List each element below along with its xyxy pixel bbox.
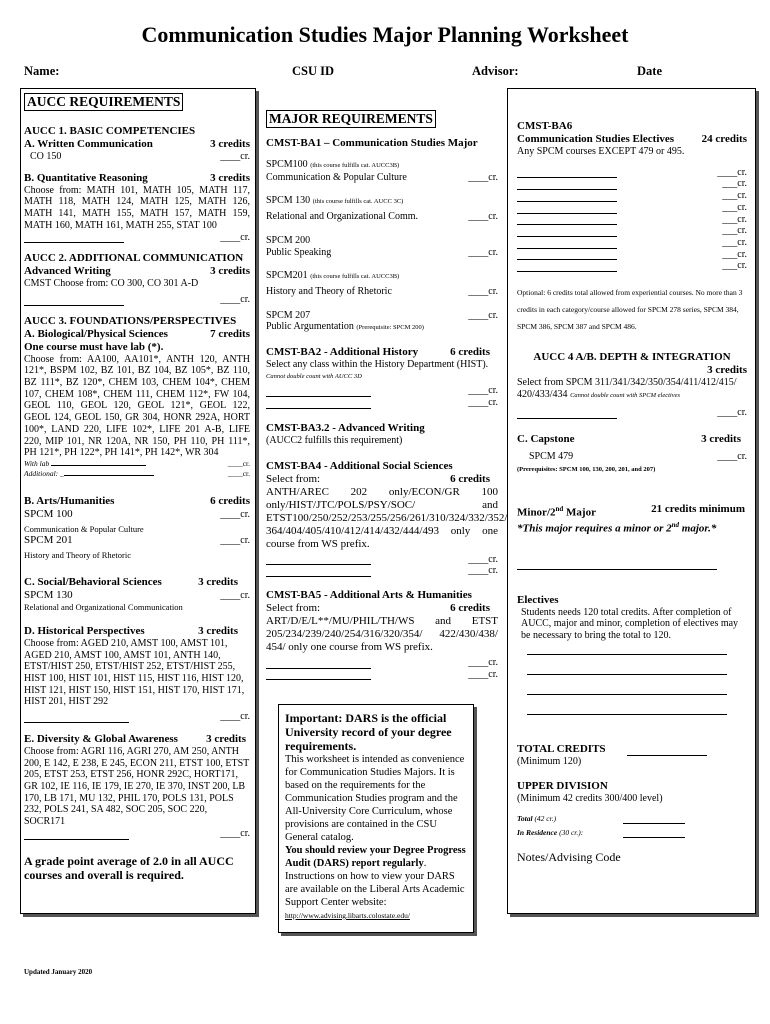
optional-note: Optional: 6 credits total allowed from experiential courses. No more than 3 credits in each category/course allowed for SPCM 278 series, SPCM 384, SPCM 386, SPCM 387 and SPCM 486.	[517, 288, 743, 332]
date-label: Date	[637, 64, 662, 78]
electives-lines	[517, 167, 747, 272]
aw-blank[interactable]	[24, 294, 124, 306]
wc-cr[interactable]: ____cr.	[220, 151, 250, 162]
residence-blank[interactable]	[623, 828, 685, 838]
c3-name: Public Speaking	[266, 246, 332, 258]
ba5-blank-1[interactable]	[266, 657, 371, 669]
total-credits-min: (Minimum 120)	[517, 756, 582, 768]
c5-name: Public Argumentation	[266, 321, 354, 333]
elective-blank[interactable]	[517, 178, 617, 190]
ba5-cr-1[interactable]: ____cr.	[468, 656, 498, 668]
c4-name: History and Theory of Rhetoric	[266, 285, 392, 297]
qr-cr[interactable]: ____cr.	[220, 231, 250, 243]
elective-cr[interactable]: ___cr.	[722, 190, 747, 202]
c2-course: SPCM 130	[266, 195, 311, 207]
additional-label: Additional: _	[24, 468, 64, 478]
soc-credits: 3 credits	[198, 575, 238, 588]
total-credits-label: TOTAL CREDITS	[517, 743, 606, 756]
minor-major: Major	[563, 506, 596, 519]
capstone-title: C. Capstone	[517, 433, 575, 446]
ba4-select: Select from:	[266, 472, 321, 485]
arts-course-1: SPCM 100	[24, 507, 73, 520]
advising-link[interactable]: http://www.advising.libarts.colostate.edu/	[285, 911, 410, 920]
c5-cr[interactable]: ____cr.	[468, 309, 498, 321]
upper-total-blank[interactable]	[623, 814, 685, 824]
capstone-cr[interactable]: ____cr.	[717, 451, 747, 463]
c1-note: (this course fulfills cat. AUCC3B)	[310, 162, 400, 169]
aucc-column	[24, 93, 250, 882]
aucc4-cr[interactable]: ____cr.	[717, 407, 747, 419]
free-elective-lines	[517, 647, 747, 727]
ba2-blank-2[interactable]	[266, 397, 371, 409]
div-blank[interactable]	[24, 828, 129, 840]
free-elective-blank[interactable]	[527, 674, 727, 675]
ba3-desc: (AUCC2 fulfills this requirement)	[266, 434, 403, 446]
gpa-note: A grade point average of 2.0 in all AUCC courses and overall is required.	[24, 853, 234, 882]
aucc4-blank[interactable]	[517, 407, 617, 419]
aucc4-note: Cannot double count with SPCM electives	[570, 391, 681, 399]
elective-cr[interactable]: ____cr.	[717, 166, 747, 178]
ba5-cr-2[interactable]: ____cr.	[468, 668, 498, 680]
arts-credits: 6 credits	[210, 494, 250, 507]
ba6-title: CMST-BA6	[517, 120, 573, 132]
capstone-note: (Prerequisites: SPCM 100, 130, 200, 201, and 207)	[517, 465, 656, 473]
c3-course: SPCM 200	[266, 234, 311, 246]
minor-note-a: *This major requires a minor or 2	[517, 522, 672, 535]
elective-blank[interactable]	[517, 214, 617, 226]
div-cr[interactable]: ____cr.	[220, 827, 250, 839]
minor-note-sup: nd	[671, 521, 680, 530]
c4-note: (this course fulfills cat. AUCC3B)	[310, 273, 400, 281]
hist-credits: 3 credits	[198, 624, 238, 637]
ba2-title: CMST-BA2 - Additional History	[266, 346, 419, 359]
c4-cr[interactable]: ____cr.	[468, 285, 498, 297]
minor-credits: 21 credits minimum	[651, 502, 745, 515]
advisor-label: Advisor:	[472, 64, 519, 78]
ba2-cr-2[interactable]: ____cr.	[468, 397, 498, 409]
additional-blank[interactable]	[64, 475, 154, 476]
ba2-note: Cannot double count with AUCC 3D	[266, 372, 362, 380]
ba4-credits: 6 credits	[450, 472, 490, 485]
elective-blank[interactable]	[517, 190, 617, 202]
elective-blank[interactable]	[517, 167, 617, 179]
name-label: Name:	[24, 64, 60, 78]
important-body-2: . Instructions on how to view your DARS are available on the Liberal Arts Academic Support Center website:	[285, 858, 465, 908]
c2-name: Relational and Organizational Comm.	[266, 211, 419, 223]
free-elective-blank[interactable]	[527, 694, 727, 695]
elective-blank[interactable]	[517, 249, 617, 261]
ba4-cr-1[interactable]: ____cr.	[468, 553, 498, 565]
ba4-blank-2[interactable]	[266, 565, 371, 577]
free-elective-blank[interactable]	[527, 654, 727, 655]
qr-label: B. Quantitative Reasoning	[24, 171, 148, 184]
right-column	[517, 120, 747, 864]
soc-label: C. Social/Behavioral Sciences	[24, 575, 162, 588]
bio-choose: Choose from: AA100, AA101*, ANTH 120, ANTH 121*, BSPM 102, BZ 101, BZ 104, BZ 105*, BZ 110, BZ 111*, BZ 120*, CHEM 103, CHEM 104*, CHEM 107, CHEM 108*, CHEM 111, CHEM 112*, FW 104, GEOL 110, GEOL 120, GEOL 121*, GEOL 122, GEOL 124, GEOL 150, GR 304, HONR 292A, HORT 100*, LAND 220, LIFE 102*, LIFE 201 A-B, LIFE 220, MIP 101, NR 120A, NR 150, PH 110, PH 111*, PH 121*, PH 122*, PH 141*, PH 142*, WR 304	[24, 353, 250, 459]
with-lab-blank[interactable]	[51, 465, 146, 466]
electives-desc: Any SPCM courses EXCEPT 479 or 495.	[517, 146, 685, 157]
elective-cr[interactable]: ___cr.	[722, 225, 747, 237]
elective-cr[interactable]: ___cr.	[722, 260, 747, 272]
aw-cr[interactable]: ____cr.	[220, 293, 250, 305]
elective-blank[interactable]	[517, 237, 617, 249]
soc-course-name: Relational and Organizational Communication	[24, 601, 183, 612]
ba5-title: CMST-BA5 - Additional Arts & Humanities	[266, 588, 472, 601]
bio-credits: 7 credits	[210, 327, 250, 340]
hist-cr[interactable]: ____cr.	[220, 711, 250, 723]
aucc4-title: AUCC 4 A/B. DEPTH & INTEGRATION	[533, 351, 731, 364]
residence-label: In Residence	[517, 828, 558, 838]
qr-credits: 3 credits	[210, 171, 250, 184]
upper-total-label: Total	[517, 814, 533, 824]
important-bold: You should review your Degree Progress Audit (DARS) report regularly	[285, 845, 466, 869]
div-choose: Choose from: AGRI 116, AGRI 270, AM 250, ANTH 200, E 142, E 238, E 245, ECON 211, ETST 100, ETST 205, ETST 253, ETST 256, HONR 292C, HORT171, GR 102, IE 116, IE 179, IE 270, IE 370, INST 200, LB 170, LB 171, MU 132, PHIL 170, POLS 131, POLS 232, POLS 241, SA 482, SOC 205, SOC 220, SOCR171	[24, 745, 250, 828]
c2-cr[interactable]: ____cr.	[468, 211, 498, 223]
c2-note: (this course fulfills cat. AUCC 3C)	[312, 198, 404, 206]
ba2-blank-1[interactable]	[266, 385, 371, 397]
updated-date: Updated January 2020	[24, 968, 93, 976]
hist-choose: Choose from: AGED 210, AMST 100, AMST 101, AGED 210, AMST 100, AMST 101, ANTH 140, ETST/HIST 250, ETST/HIST 252, ETST/HIST 255, HIST 100, HIST 101, HIST 115, HIST 116, HIST 120, HIST 121, HIST 150, HIST 151, HIST 170, HIST 171, HIST 201, HIST 292	[24, 637, 245, 708]
ba5-credits: 6 credits	[450, 601, 490, 614]
c3-cr[interactable]: ____cr.	[468, 246, 498, 258]
div-credits: 3 credits	[206, 732, 246, 745]
soc-course: SPCM 130	[24, 588, 73, 601]
aw-label: Advanced Writing	[24, 265, 111, 278]
minor-title: Minor/2	[517, 506, 556, 519]
elective-cr[interactable]: ___cr.	[722, 248, 747, 260]
major-title: MAJOR REQUIREMENTS	[266, 110, 436, 128]
elective-cr[interactable]: ___cr.	[722, 201, 747, 213]
arts-course-2-name: History and Theory of Rhetoric	[24, 549, 132, 560]
div-label: E. Diversity & Global Awareness	[24, 732, 178, 745]
c5-course: SPCM 207	[266, 309, 311, 321]
upper-division-label: UPPER DIVISION	[517, 779, 608, 792]
wc-course: CO 150	[30, 151, 62, 162]
major-column	[266, 110, 508, 680]
arts-cr-2[interactable]: ____cr.	[220, 534, 250, 546]
elective-blank[interactable]	[517, 202, 617, 214]
with-lab-cr[interactable]: ____cr.	[227, 458, 250, 468]
aw-credits: 3 credits	[210, 265, 250, 278]
important-body: This worksheet is intended as convenience for Communication Studies Majors. It is based on the requirements for the Communication Studies program and the All-University Core Curriculum, whose provisions are contained in the CSU General catalog.	[285, 754, 465, 843]
important-heading: Important: DARS is the official University record of your degree requirements.	[285, 711, 452, 753]
c1-course: SPCM100	[266, 159, 308, 170]
capstone-course: SPCM 479	[529, 451, 574, 463]
c5-note: (Prerequisite: SPCM 200)	[356, 324, 424, 332]
arts-course-1-name: Communication & Popular Culture	[24, 523, 144, 534]
additional-cr[interactable]: ____cr.	[227, 468, 250, 478]
minor-note-b: major.*	[679, 522, 717, 535]
free-elective-blank[interactable]	[527, 714, 727, 715]
elective-blank[interactable]	[517, 225, 617, 237]
arts-cr-1[interactable]: ____cr.	[220, 508, 250, 520]
c1-name: Communication & Popular Culture	[266, 171, 407, 183]
electives-title: Communication Studies Electives	[517, 133, 675, 145]
ba4-desc: ANTH/AREC 202 only/ECON/GR 100 only/HIST/JTC/POLS/PSY/SOC/ and ETST100/250/252/253/255/256/261/310/324/332/352/ 364/404/405/410/412/414/432/444/493 only one course from WS prefix.	[266, 485, 508, 550]
bio-label: A. Biological/Physical Sciences	[24, 327, 168, 340]
aucc3-title: AUCC 3. FOUNDATIONS/PERSPECTIVES	[24, 314, 237, 327]
csu-id-label: CSU ID	[292, 64, 335, 78]
soc-cr[interactable]: ____cr.	[220, 589, 250, 601]
elective-blank[interactable]	[517, 260, 617, 272]
residence-val: (30 cr.):	[559, 828, 584, 838]
upper-total-val: (42 cr.)	[534, 814, 557, 824]
qr-choose: Choose from: MATH 101, MATH 105, MATH 117, MATH 118, MATH 124, MATH 125, MATH 126, MATH 141, MATH 155, MATH 157, MATH 159, MATH 160, MATH 161, MATH 255, STAT 100	[24, 184, 250, 231]
electives-credits: 24 credits	[701, 133, 747, 145]
with-lab-label: With lab	[24, 458, 50, 468]
minor-blank[interactable]	[517, 569, 717, 570]
upper-division-min: (Minimum 42 credits 300/400 level)	[517, 792, 663, 804]
total-credits-blank[interactable]	[627, 743, 707, 756]
bio-lab-note: One course must have lab (*).	[24, 340, 164, 353]
electives-heading: Electives	[517, 593, 559, 606]
ba5-desc: ART/D/E/L**/MU/PHIL/TH/WS and ETST 205/234/239/240/254/316/320/354/ 422/430/438/ 454/ only one course from WS prefix.	[266, 614, 498, 653]
arts-label: B. Arts/Humanities	[24, 494, 115, 507]
aw-choose: CMST Choose from: CO 300, CO 301 A-D	[24, 278, 199, 290]
electives-note: Students needs 120 total credits. After completion of AUCC, major and minor, completion of electives may be necessary to bring the total to 120.	[521, 606, 739, 641]
qr-blank[interactable]	[24, 232, 124, 244]
capstone-credits: 3 credits	[701, 433, 741, 446]
wc-credits: 3 credits	[210, 138, 250, 150]
hist-label: D. Historical Perspectives	[24, 624, 145, 637]
elective-cr[interactable]: ___cr.	[722, 178, 747, 190]
important-box	[278, 704, 474, 933]
ba1-title: CMST-BA1 – Communication Studies Major	[266, 137, 478, 149]
page-title: Communication Studies Major Planning Worksheet	[141, 22, 629, 47]
ba4-title: CMST-BA4 - Additional Social Sciences	[266, 459, 453, 472]
minor-sup: nd	[555, 504, 564, 513]
aucc1-title: AUCC 1. BASIC COMPETENCIES	[24, 125, 196, 137]
hist-blank[interactable]	[24, 711, 129, 723]
notes-heading: Notes/Advising Code	[517, 850, 621, 865]
c1-cr[interactable]: ____cr.	[468, 171, 498, 183]
ba4-blank-1[interactable]	[266, 554, 371, 566]
ba4-cr-2[interactable]: ____cr.	[468, 565, 498, 577]
c4-course: SPCM201	[266, 270, 308, 282]
ba5-select: Select from:	[266, 601, 321, 614]
ba2-desc: Select any class within the History Department (HIST).	[266, 359, 489, 371]
ba3-title: CMST-BA3.2 - Advanced Writing	[266, 421, 425, 434]
aucc2-title: AUCC 2. ADDITIONAL COMMUNICATION	[24, 252, 244, 265]
arts-course-2: SPCM 201	[24, 533, 73, 546]
elective-cr[interactable]: ___cr.	[722, 236, 747, 248]
elective-cr[interactable]: ___cr.	[722, 213, 747, 225]
aucc-title: AUCC REQUIREMENTS	[24, 93, 183, 111]
aucc4-credits: 3 credits	[707, 364, 747, 377]
ba5-blank-2[interactable]	[266, 669, 371, 681]
wc-label: A. Written Communication	[24, 138, 153, 150]
aucc4-desc: Select from SPCM 311/341/342/350/354/411/412/415/ 420/433/434	[517, 377, 737, 400]
ba2-credits: 6 credits	[450, 346, 490, 359]
ba2-cr-1[interactable]: ____cr.	[468, 385, 498, 397]
